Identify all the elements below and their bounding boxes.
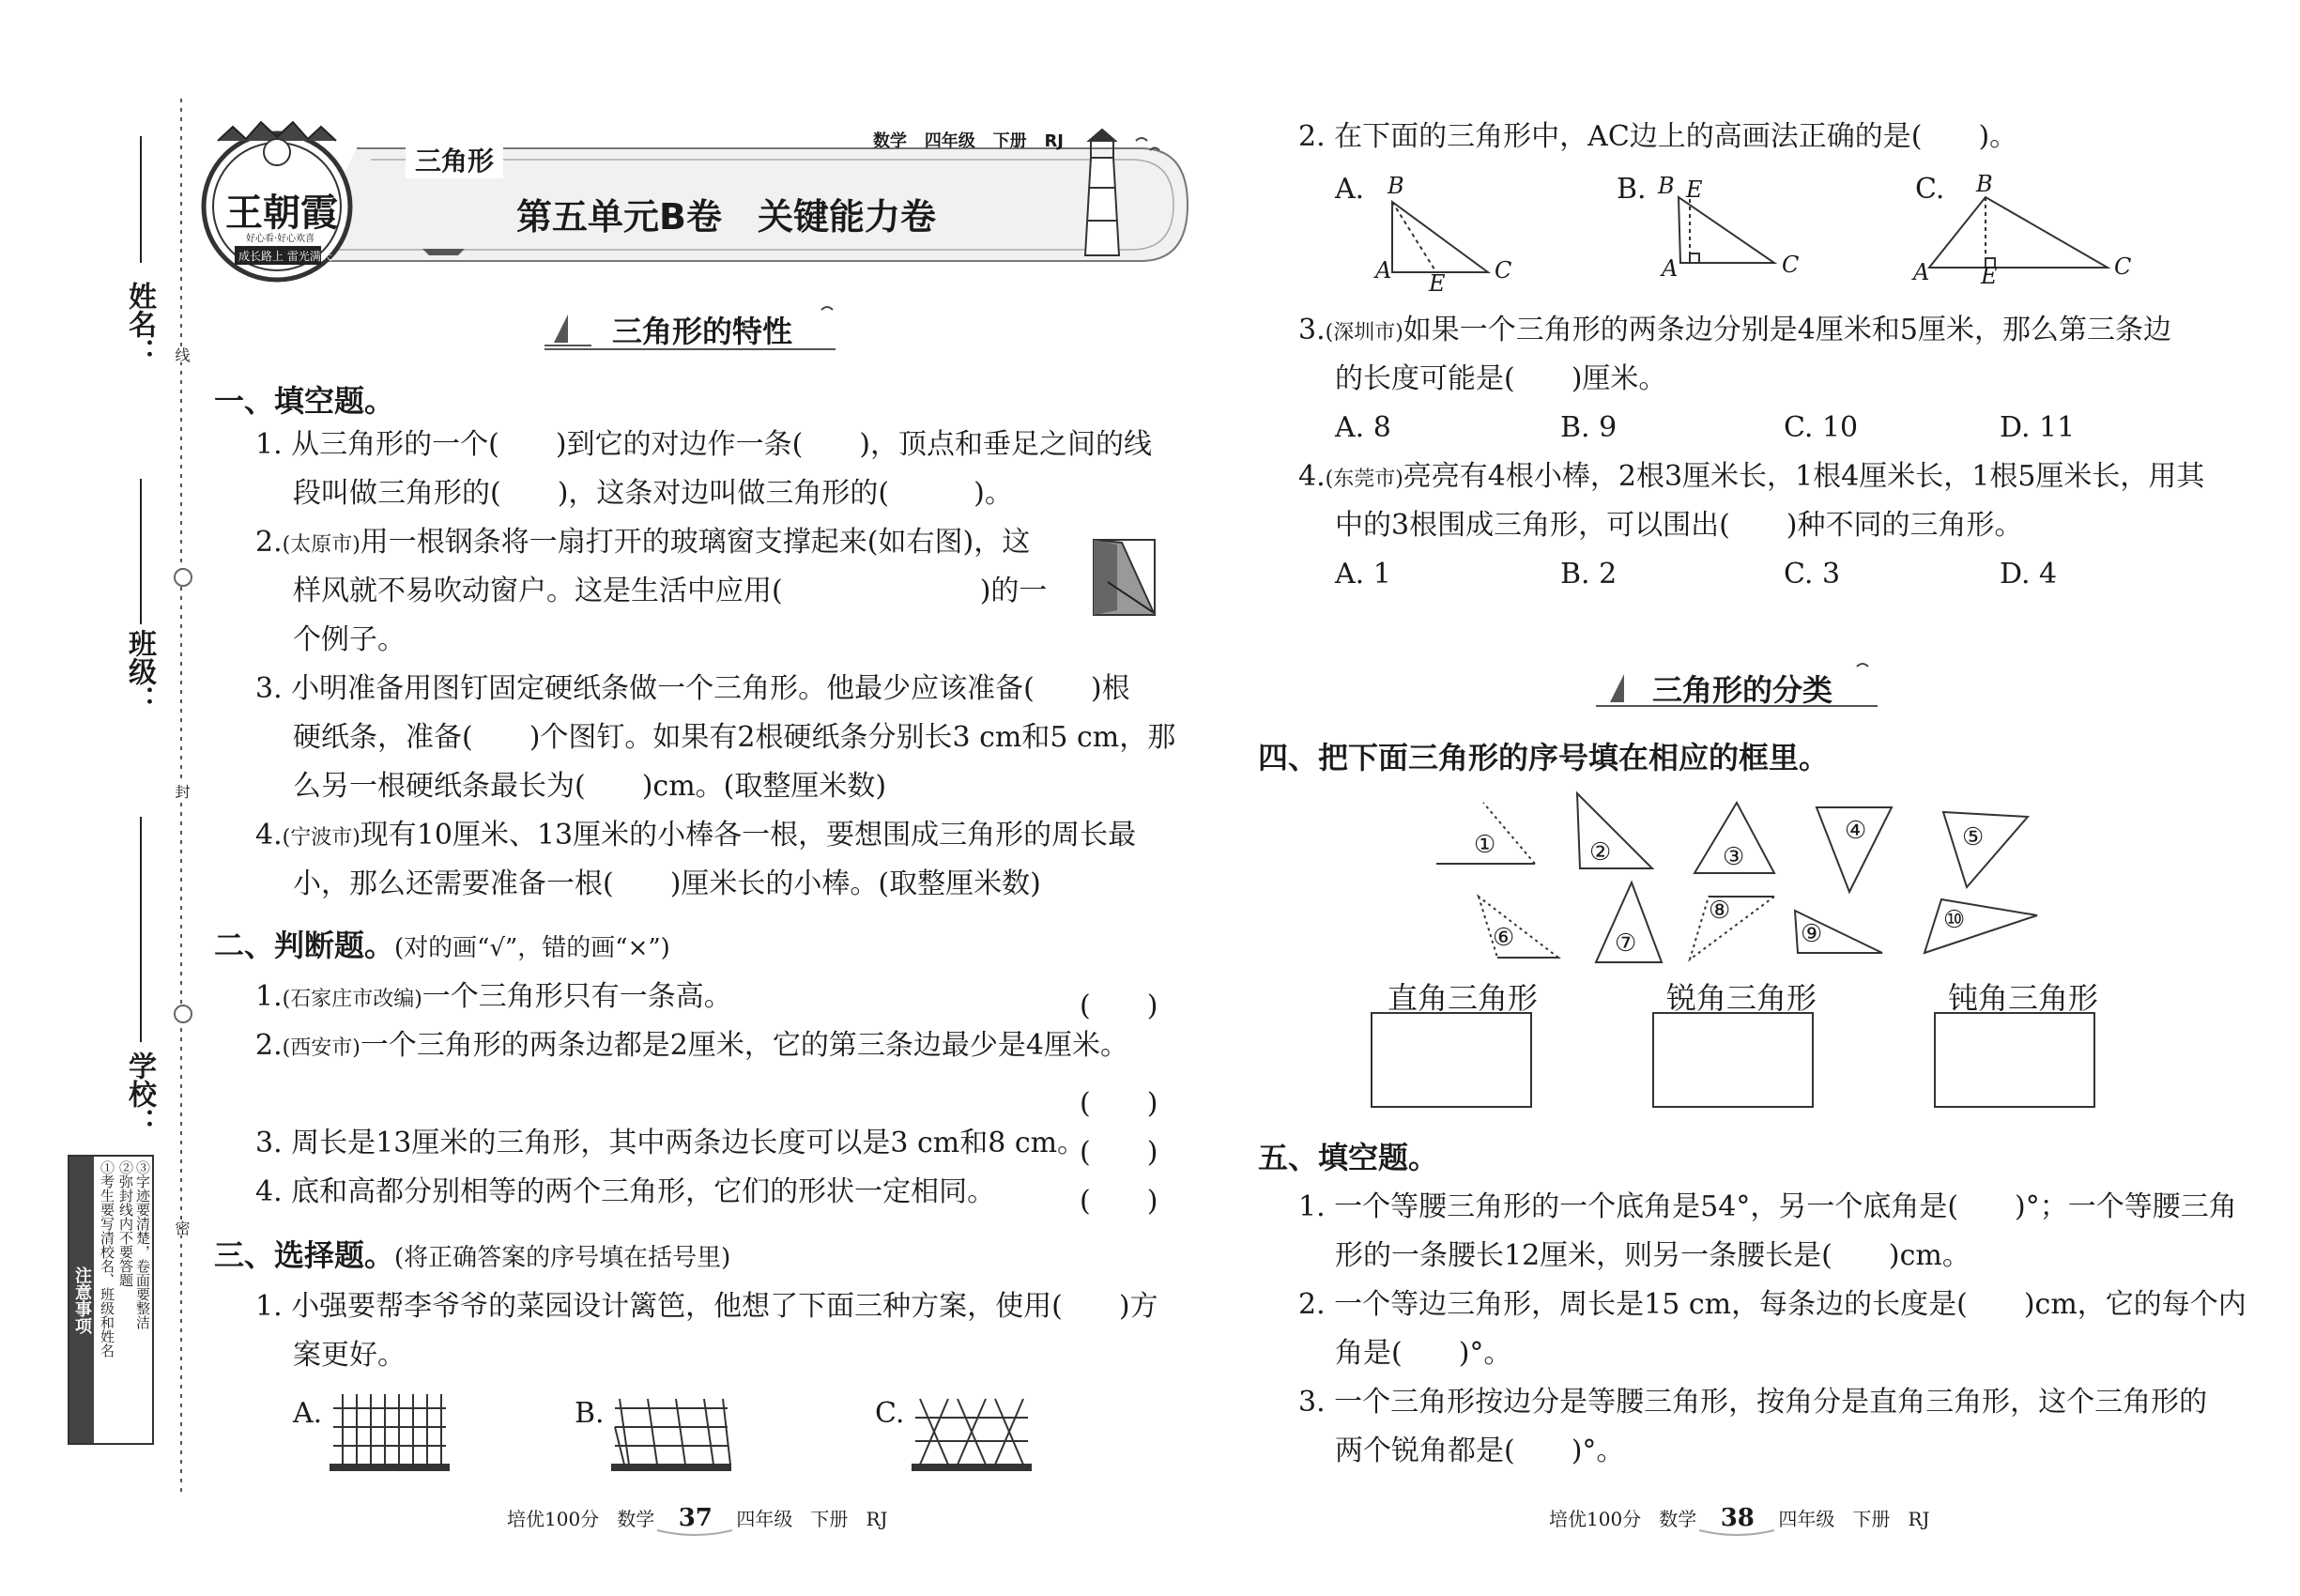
s2-q1-text: 一个三角形只有一条高。	[422, 980, 732, 1013]
tri-c-B: B	[1976, 171, 1993, 197]
r-q4-line2: 中的3根围成三角形，可以围出( )种不同的三角形。	[1335, 509, 2023, 542]
s2-hint: (对的画“√”，错的画“×”)	[394, 934, 670, 962]
cat-label-acute: 锐角三角形	[1666, 980, 1817, 1016]
footer-right-brand: 培优100分	[1549, 1508, 1642, 1530]
page-title: 第五单元B卷 关键能力卷	[516, 196, 936, 238]
r-q4-num: 4.	[1298, 460, 1326, 493]
r-q2-opt-c: C.	[1915, 173, 1945, 206]
s5-q1-line2: 形的一条腰长12厘米，则另一条腰长是( )cm。	[1335, 1239, 1970, 1272]
s3-q1-line1: 1. 小强要帮李爷爷的菜园设计篱笆，他想了下面三种方案，使用( )方	[255, 1290, 1158, 1323]
shape-num-10: ⑩	[1943, 906, 1966, 934]
tri-a-E: E	[1429, 270, 1446, 297]
s1-q4-num: 4.	[255, 819, 283, 852]
s1-q2-tag: (太原市)	[282, 533, 360, 557]
tri-a-C: C	[1495, 257, 1512, 284]
footer-right-grade: 四年级	[1778, 1508, 1835, 1530]
s2-q1-tag: (石家庄市改编)	[282, 988, 422, 1011]
r-q3-opt-c: C. 10	[1784, 411, 1859, 444]
r-q4-tag: (东莞市)	[1325, 468, 1403, 491]
s1-q2-line3: 个例子。	[293, 623, 406, 656]
tri-c-E: E	[1981, 263, 1998, 289]
r-q4-opt-a: A. 1	[1335, 558, 1391, 591]
logo-sub: 好心看·好心欢喜	[246, 234, 315, 244]
section-5-title: 五、填空题。	[1258, 1140, 1439, 1175]
cat-label-right-angle: 直角三角形	[1388, 980, 1539, 1016]
footer-left-page: 37	[678, 1504, 713, 1532]
r-q3-opt-b: B. 9	[1560, 411, 1618, 444]
s2-q2-text: 一个三角形的两条边都是2厘米，它的第三条边最少是4厘米。	[360, 1029, 1128, 1062]
footer-left-ed: RJ	[866, 1508, 888, 1530]
s1-q4-line2: 小，那么还需要准备一根( )厘米长的小棒。(取整厘米数)	[293, 867, 1041, 900]
r-q4-text: 亮亮有4根小棒，2根3厘米长，1根4厘米长，1根5厘米长，用其	[1403, 460, 2205, 493]
tri-c-A: A	[1913, 259, 1930, 285]
meta-grade: 四年级	[924, 131, 975, 151]
tri-a-B: B	[1388, 173, 1404, 199]
s2-q3: 3. 周长是13厘米的三角形，其中两条边长度可以是3 cm和8 cm。	[255, 1127, 1086, 1159]
logo-slogan: 成长路上 雷光满天	[238, 250, 332, 263]
s2-q3-answer[interactable]: ( )	[1080, 1136, 1158, 1169]
shape-num-9: ⑨	[1801, 920, 1823, 948]
name-label: 姓名：	[123, 282, 156, 366]
s1-q1-line2: 段叫做三角形的( )，这条对边叫做三角形的( )。	[293, 477, 1013, 510]
s1-q3-line1: 3. 小明准备用图钉固定硬纸条做一个三角形。他最少应该准备( )根	[255, 672, 1130, 705]
r-q3-num: 3.	[1298, 314, 1326, 346]
s3-title-text: 三、选择题。	[214, 1237, 395, 1273]
s2-q4: 4. 底和高都分别相等的两个三角形，它们的形状一定相同。	[255, 1175, 996, 1208]
r-q4-opt-d: D. 4	[2000, 558, 2058, 591]
tri-b-B: B	[1658, 173, 1675, 199]
shape-num-2: ②	[1589, 838, 1612, 867]
s1-q3-line2: 硬纸条，准备( )个图钉。如果有2根硬纸条分别长3 cm和5 cm，那	[293, 721, 1176, 754]
fence-option-b-label: B.	[575, 1397, 605, 1430]
subtitle-triangle-properties: 三角形的特性	[612, 314, 793, 349]
fence-option-a-label: A.	[293, 1397, 323, 1430]
s1-q4-text: 现有10厘米、13厘米的小棒各一根，要想围成三角形的周长最	[360, 819, 1137, 852]
tri-b-E: E	[1686, 176, 1703, 203]
shape-num-5: ⑤	[1962, 823, 1985, 852]
r-q4-opt-b: B. 2	[1560, 558, 1618, 591]
cut-mark-seal: 封	[173, 784, 191, 799]
s5-q2-line1: 2. 一个等边三角形，周长是15 cm，每条边的长度是( )cm，它的每个内	[1298, 1288, 2246, 1321]
s3-hint: (将正确答案的序号填在括号里)	[394, 1244, 731, 1272]
topic-tag: 三角形	[406, 141, 503, 178]
s2-title-text: 二、判断题。	[214, 928, 395, 963]
r-q3-opt-d: D. 11	[2000, 411, 2076, 444]
section-4-title: 四、把下面三角形的序号填在相应的框里。	[1258, 740, 1830, 775]
s2-q2-tag: (西安市)	[282, 1036, 360, 1060]
s2-q2-answer[interactable]: ( )	[1080, 1087, 1158, 1120]
tri-b-C: C	[1782, 252, 1800, 278]
school-label: 学校：	[123, 1051, 156, 1136]
r-q2-opt-a: A.	[1335, 173, 1365, 206]
cut-mark-secret: 密	[173, 1220, 191, 1235]
r-q4-opt-c: C. 3	[1784, 558, 1841, 591]
s1-q4-tag: (宁波市)	[282, 826, 360, 850]
s5-q2-line2: 角是( )°。	[1335, 1337, 1512, 1370]
r-q3-tag: (深圳市)	[1325, 321, 1403, 345]
shape-num-1: ①	[1474, 831, 1496, 859]
footer-left-subject: 数学	[617, 1508, 655, 1530]
meta-subject: 数学	[873, 131, 907, 151]
footer-right-ed: RJ	[1908, 1508, 1930, 1530]
s2-q1-num: 1.	[255, 980, 283, 1013]
tri-a-A: A	[1375, 257, 1392, 284]
r-q2: 2. 在下面的三角形中，AC边上的高画法正确的是( )。	[1298, 120, 2018, 153]
notice-item-3: ③字迹要清楚，卷面要整洁	[134, 1160, 151, 1329]
shape-num-3: ③	[1723, 843, 1745, 871]
footer-right-term: 下册	[1852, 1508, 1891, 1530]
tri-b-A: A	[1662, 255, 1679, 282]
footer-right-subject: 数学	[1659, 1508, 1697, 1530]
r-q3-opt-a: A. 8	[1335, 411, 1391, 444]
shape-num-8: ⑧	[1709, 897, 1731, 925]
s1-q1-line1: 1. 从三角形的一个( )到它的对边作一条( )，顶点和垂足之间的线	[255, 428, 1152, 461]
s1-q3-line3: 么另一根硬纸条最长为( )cm。(取整厘米数)	[293, 770, 887, 803]
section-1-title: 一、填空题。	[214, 383, 395, 419]
logo-text: 王朝霞	[225, 191, 338, 235]
footer-left-term: 下册	[810, 1508, 849, 1530]
footer-right-page: 38	[1720, 1504, 1755, 1532]
s2-q1-answer[interactable]: ( )	[1080, 990, 1158, 1022]
s1-q2-text: 用一根钢条将一扇打开的玻璃窗支撑起来(如右图)，这	[360, 526, 1031, 559]
s5-q3-line2: 两个锐角都是( )°。	[1335, 1435, 1625, 1467]
notice-item-1: ①考生要写清校名、班级和姓名	[99, 1160, 115, 1358]
cat-label-obtuse: 钝角三角形	[1948, 980, 2099, 1016]
s1-q2-line2: 样风就不易吹动窗户。这是生活中应用( )的一	[293, 575, 1048, 607]
class-label: 班级：	[123, 629, 156, 714]
s5-q3-line1: 3. 一个三角形按边分是等腰三角形，按角分是直角三角形，这个三角形的	[1298, 1386, 2208, 1419]
r-q3-line2: 的长度可能是( )厘米。	[1335, 362, 1667, 395]
fence-option-c-label: C.	[875, 1397, 905, 1430]
s5-q1-line1: 1. 一个等腰三角形的一个底角是54°，另一个底角是( )°；一个等腰三角	[1298, 1190, 2237, 1223]
notice-title: 注意事项	[69, 1157, 94, 1443]
shape-num-6: ⑥	[1493, 924, 1515, 952]
footer-left-brand: 培优100分	[507, 1508, 600, 1530]
footer-left-grade: 四年级	[736, 1508, 793, 1530]
s1-q2-num: 2.	[255, 526, 283, 559]
s3-q1-line2: 案更好。	[293, 1339, 406, 1372]
shape-num-7: ⑦	[1615, 929, 1637, 958]
meta-edition: RJ	[1044, 131, 1064, 151]
meta-term: 下册	[992, 131, 1027, 151]
cut-mark-line: 线	[173, 347, 191, 362]
r-q2-opt-b: B.	[1617, 173, 1647, 206]
subtitle-triangle-classification: 三角形的分类	[1652, 672, 1833, 708]
r-q3-text: 如果一个三角形的两条边分别是4厘米和5厘米，那么第三条边	[1403, 314, 2171, 346]
tri-c-C: C	[2114, 253, 2132, 280]
shape-num-4: ④	[1845, 817, 1867, 845]
notice-item-2: ②弥封线内不要答题	[117, 1160, 134, 1287]
s2-q2-num: 2.	[255, 1029, 283, 1062]
s2-q4-answer[interactable]: ( )	[1080, 1185, 1158, 1218]
